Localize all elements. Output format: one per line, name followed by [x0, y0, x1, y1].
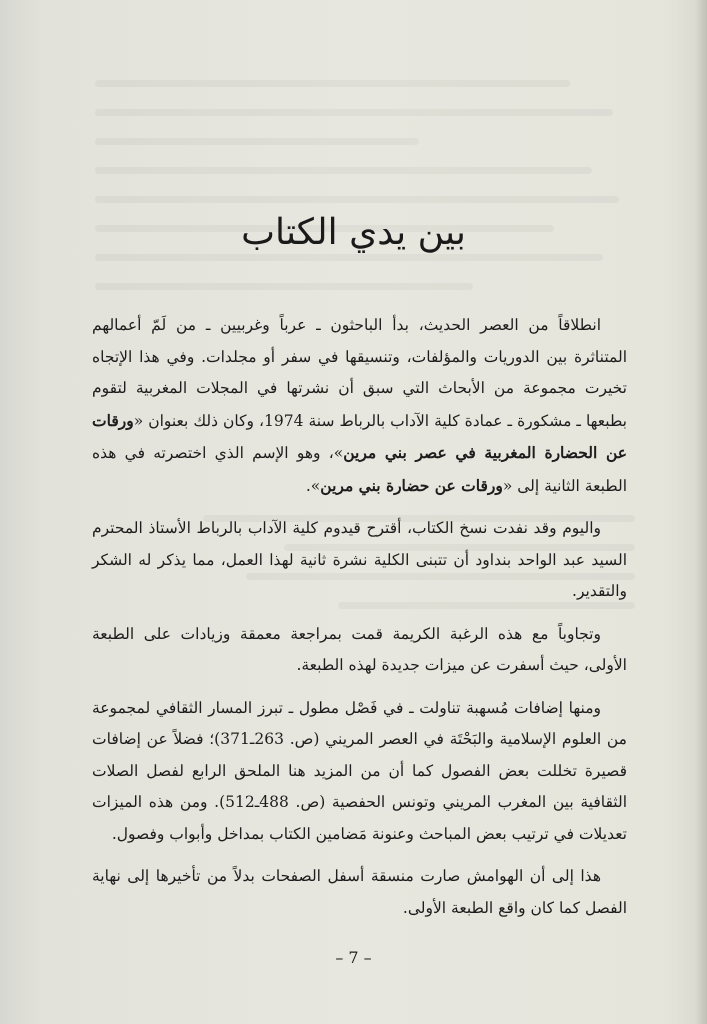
paragraph-2	[92, 513, 627, 608]
body-text	[92, 310, 627, 935]
text-segment: انطلاقاً من العصر الحديث، بدأ الباحثون ـ عرباً وغربيين ـ من لَمّ أعمالهم المتناثرة بين الدوريات والمؤلفات، وتنسيقها في سفر أو مجلدات. وفي هذا الإتجاه تخيرت مجموعة من الأبحاث التي سبق أن نشرتها في المجلات المغربية لتقوم بطبعها ـ مشكورة ـ عمادة كلية الآداب بالرباط سنة 1974، وكان ذلك بعنوان «	[92, 316, 627, 430]
text-segment: واليوم وقد نفدت نسخ الكتاب، أقترح قيدوم كلية الآداب بالرباط الأستاذ المحترم السيد عبد الواحد بنداود أن تتبنى الكلية نشرة ثانية لهذا العمل، مما يذكر له الشكر والتقدير.	[92, 519, 627, 600]
paragraph-3	[92, 619, 627, 682]
book-title-first-edition: ورقات عن الحضارة المغربية في عصر بني مرين	[92, 410, 627, 462]
paragraph-5	[92, 861, 627, 924]
book-title-second-edition: ورقات عن حضارة بني مرين	[320, 475, 503, 495]
paragraph-4	[92, 693, 627, 851]
page-number: – 7 –	[335, 948, 372, 967]
chapter-heading	[0, 212, 707, 253]
page-edge-shadow	[695, 0, 707, 1024]
text-segment: »، وهو الإسم الذي اختصرته في هذه الطبعة الثانية إلى «	[92, 444, 627, 495]
heading-calligraphy: بين يدي الكتاب	[241, 212, 466, 253]
text-segment: ».	[305, 476, 321, 495]
text-segment: ومنها إضافات مُسهبة تناولت ـ في فَصْل مطول ـ تبرز المسار الثقافي لمجموعة من العلوم الإسلامية والبَحْتَة في العصر المريني (ص. 263ـ371)؛ فضلاً عن إضافات قصيرة تخللت بعض الفصول كما أن من المزيد هنا الملحق الرابع لفصل الصلات الثقافية بين المغرب المريني وتونس الحفصية (ص. 488ـ512). ومن هذه الميزات تعديلات في ترتيب بعض المباحث وعنونة مَضامين الكتاب بمداخل وأبواب وفصول.	[92, 698, 628, 843]
text-segment: هذا إلى أن الهوامش صارت منسقة أسفل الصفحات بدلاً من تأخيرها إلى نهاية الفصل كما كان واقع الطبعة الأولى.	[92, 867, 627, 917]
paragraph-1	[92, 310, 627, 502]
text-segment: وتجاوباً مع هذه الرغبة الكريمة قمت بمراجعة معمقة وزيادات على الطبعة الأولى، حيث أسفرت عن ميزات جديدة لهذه الطبعة.	[92, 624, 627, 674]
